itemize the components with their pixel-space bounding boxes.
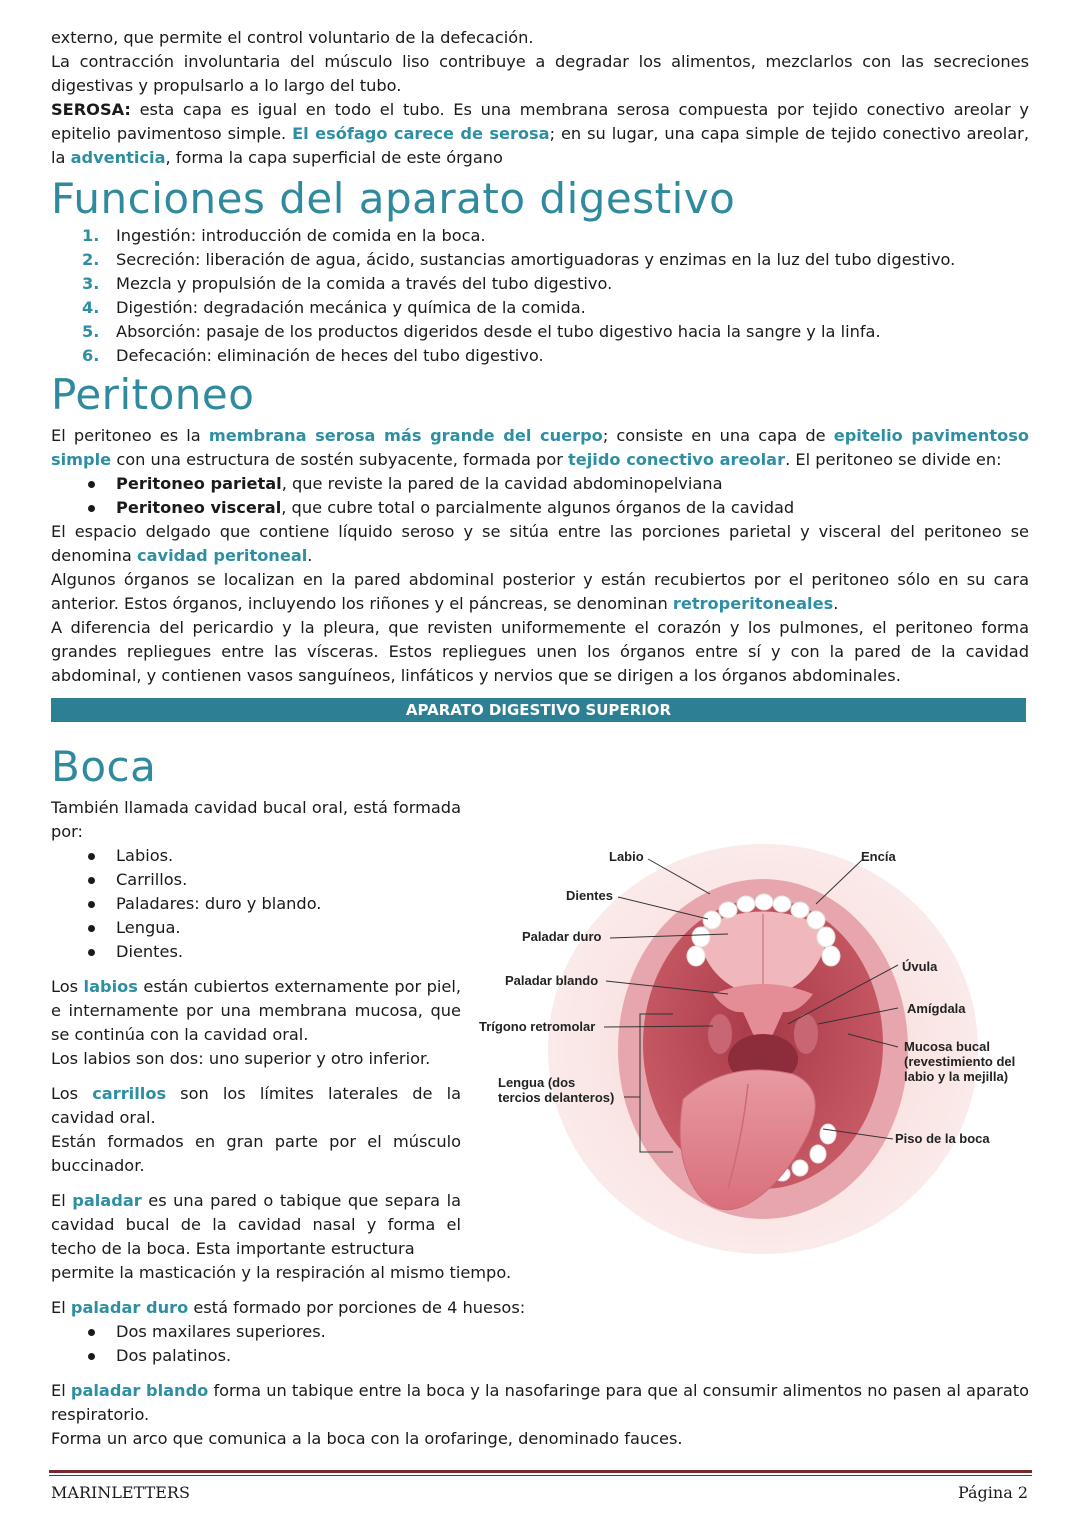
list-item: Dos palatinos. xyxy=(51,1344,1029,1368)
label-trigono: Trígono retromolar xyxy=(479,1019,596,1034)
highlight: membrana serosa más grande del cuerpo xyxy=(208,426,603,445)
label-mucosa-3: labio y la mejilla) xyxy=(904,1069,1009,1084)
label-labio: Labio xyxy=(609,849,644,864)
text-span: El peritoneo es la xyxy=(51,426,209,445)
text-span: Los xyxy=(51,977,84,996)
serosa-text-2: ; en su lugar, una capa simple de tejido conectivo areolar, la xyxy=(51,124,1029,167)
tooth xyxy=(692,927,710,947)
list-item: Dientes. xyxy=(51,940,461,964)
label-piso: Piso de la boca xyxy=(895,1131,990,1146)
text-span: El xyxy=(51,1191,73,1210)
label-lengua-2: tercios delanteros) xyxy=(498,1090,615,1105)
peritoneo-heading: Peritoneo xyxy=(51,370,255,419)
label-mucosa-2: (revestimiento del xyxy=(904,1054,1016,1069)
text-span: forma un tabique entre la boca y la nasofaringe para que al consumir alimentos no pasen al aparato respiratorio. xyxy=(51,1381,1030,1424)
list-text: , que reviste la pared de la cavidad abdominopelviana xyxy=(281,474,723,493)
text-span: Algunos órganos se localizan en la pared abdominal posterior y están recubiertos por el peritoneo sólo en su cara anterior. Estos órganos, incluyendo los riñones y el páncreas, se denominan xyxy=(51,570,1029,613)
list-text: Mezcla y propulsión de la comida a través del tubo digestivo. xyxy=(116,274,613,293)
tooth xyxy=(822,946,840,966)
highlight: tejido conectivo areolar xyxy=(568,450,786,469)
serosa-highlight-1: El esófago carece de serosa xyxy=(292,124,550,143)
text-span: son los límites laterales de la cavidad oral. xyxy=(51,1084,461,1127)
list-item: Dos maxilares superiores. xyxy=(51,1320,1029,1344)
tooth xyxy=(737,896,755,912)
list-item: Lengua. xyxy=(51,916,461,940)
list-number: 6. xyxy=(82,346,100,365)
highlight: paladar duro xyxy=(70,1298,189,1317)
peritoneo-list xyxy=(51,472,1029,520)
intro-paragraph: La contracción involuntaria del músculo liso contribuye a degradar los alimentos, mezclarlos con las secreciones digestivas y propulsarlo a lo largo del tubo. xyxy=(51,52,1029,95)
text-span: . xyxy=(307,546,313,565)
list-number: 2. xyxy=(82,250,100,269)
text-span: con una estructura de sostén subyacente, formada por xyxy=(111,450,569,469)
peritoneo-paragraph-3 xyxy=(51,568,1029,616)
list-number: 3. xyxy=(82,274,100,293)
label-encia: Encía xyxy=(861,849,896,864)
section-banner: APARATO DIGESTIVO SUPERIOR xyxy=(51,698,1026,722)
tooth xyxy=(807,911,825,929)
text-span: está formado por porciones de 4 huesos: xyxy=(188,1298,526,1317)
boca-parts-list xyxy=(51,844,461,964)
tooth xyxy=(773,896,791,912)
footer-rule-thin xyxy=(49,1475,1032,1476)
tooth xyxy=(703,911,721,929)
list-number: 5. xyxy=(82,322,100,341)
tooth xyxy=(810,1145,826,1163)
list-item xyxy=(51,224,1029,248)
label-amigdala: Amígdala xyxy=(907,1001,966,1016)
tonsil-right xyxy=(794,1014,818,1054)
label-paladar-blando: Paladar blando xyxy=(505,973,599,988)
text-span: Los xyxy=(51,1084,93,1103)
text-span: . xyxy=(833,594,839,613)
peritoneo-paragraph-4: A diferencia del pericardio y la pleura, que revisten uniformemente el corazón y los pulmones, el peritoneo forma grandes repliegues entre las vísceras. Estos repliegues unen los órganos entre sí y con la pared de la cavidad abdominal, y contienen vasos sanguíneos, linfáticos y nervios que se dirigen a los órganos abdominales. xyxy=(51,618,1029,685)
tooth xyxy=(792,1160,808,1176)
highlight: retroperitoneales xyxy=(672,594,834,613)
peritoneo-paragraph-1 xyxy=(51,424,1029,472)
text-span: El espacio delgado que contiene líquido seroso y se sitúa entre las porciones parietal y visceral del peritoneo se denomina xyxy=(51,522,1029,565)
label-dientes: Dientes xyxy=(566,888,613,903)
labios-paragraph xyxy=(51,975,461,1047)
footer-rule-thick xyxy=(49,1470,1032,1473)
serosa-label: SEROSA: xyxy=(51,100,131,119)
paladar-duro-list xyxy=(51,1320,1029,1368)
list-item xyxy=(51,496,1029,520)
text-span: es una pared o tabique que separa la cavidad bucal de la cavidad nasal y forma el techo de la boca. Esta importante estructura xyxy=(51,1191,461,1258)
highlight: cavidad peritoneal xyxy=(137,546,308,565)
footer-author: MARINLETTERS xyxy=(51,1483,190,1502)
text-span: están cubiertos externamente por piel, e internamente por una membrana mucosa, que se continúa con la cavidad oral. xyxy=(51,977,461,1044)
list-item xyxy=(51,296,1029,320)
boca-text-column xyxy=(51,796,461,1261)
label-lengua-1: Lengua (dos xyxy=(498,1075,576,1090)
list-number: 4. xyxy=(82,298,100,317)
label-paladar-duro: Paladar duro xyxy=(522,929,602,944)
tooth xyxy=(687,946,705,966)
mouth-diagram-svg xyxy=(428,834,1016,1244)
list-item xyxy=(51,272,1029,296)
highlight: carrillos xyxy=(92,1084,167,1103)
boca-heading: Boca xyxy=(51,742,157,791)
footer-page-number: Página 2 xyxy=(957,1483,1028,1502)
serosa-paragraph xyxy=(51,98,1029,170)
list-item: Paladares: duro y blando. xyxy=(51,892,461,916)
list-item xyxy=(51,472,1029,496)
bold-term: Peritoneo parietal xyxy=(116,474,282,493)
tooth xyxy=(791,902,809,918)
text-span: . El peritoneo se divide en: xyxy=(785,450,1002,469)
paladar-blando-note: Forma un arco que comunica a la boca con la orofaringe, denominado fauces. xyxy=(51,1429,683,1448)
list-text: Digestión: degradación mecánica y química de la comida. xyxy=(116,298,586,317)
paladar-continuation: permite la masticación y la respiración al mismo tiempo. xyxy=(51,1263,512,1282)
funciones-heading: Funciones del aparato digestivo xyxy=(51,174,736,223)
list-item xyxy=(51,320,1029,344)
label-uvula: Úvula xyxy=(902,959,938,974)
serosa-text-3: , forma la capa superficial de este órgano xyxy=(165,148,503,167)
text-span: El xyxy=(51,1381,71,1400)
paladar-duro-paragraph xyxy=(51,1296,1029,1320)
tooth xyxy=(719,902,737,918)
list-text: Ingestión: introducción de comida en la boca. xyxy=(116,226,486,245)
list-text: Absorción: pasaje de los productos digeridos desde el tubo digestivo hacia la sangre y la linfa. xyxy=(116,322,881,341)
list-number: 1. xyxy=(82,226,100,245)
carrillos-paragraph xyxy=(51,1082,461,1130)
boca-intro: También llamada cavidad bucal oral, está formada por: xyxy=(51,798,461,841)
carrillos-note: Están formados en gran parte por el músculo buccinador. xyxy=(51,1132,461,1175)
list-text: , que cubre total o parcialmente algunos órganos de la cavidad xyxy=(281,498,795,517)
list-item xyxy=(51,248,1029,272)
serosa-text-1: esta capa es igual en todo el tubo. Es una membrana serosa compuesta por tejido conectivo areolar y epitelio pavimentoso simple. xyxy=(51,100,1029,143)
paladar-paragraph xyxy=(51,1189,461,1261)
list-text: Defecación: eliminación de heces del tubo digestivo. xyxy=(116,346,544,365)
funciones-list xyxy=(51,224,1029,368)
text-span: ; consiste en una capa de xyxy=(602,426,834,445)
highlight: paladar blando xyxy=(70,1381,209,1400)
tooth xyxy=(820,1124,836,1144)
tonsil-left xyxy=(708,1014,732,1054)
peritoneo-paragraph-2 xyxy=(51,520,1029,568)
label-mucosa-1: Mucosa bucal xyxy=(904,1039,990,1054)
bold-term: Peritoneo visceral xyxy=(116,498,282,517)
intro-line: externo, que permite el control voluntario de la defecación. xyxy=(51,28,534,47)
highlight: paladar xyxy=(72,1191,142,1210)
tooth xyxy=(755,894,773,910)
mouth-illustration xyxy=(428,834,1016,1244)
list-item: Labios. xyxy=(51,844,461,868)
list-item: Carrillos. xyxy=(51,868,461,892)
list-item xyxy=(51,344,1029,368)
paladar-blando-paragraph xyxy=(51,1379,1029,1427)
text-span: El xyxy=(51,1298,71,1317)
highlight: labios xyxy=(83,977,138,996)
serosa-highlight-2: adventicia xyxy=(70,148,166,167)
labios-note: Los labios son dos: uno superior y otro inferior. xyxy=(51,1049,431,1068)
list-text: Secreción: liberación de agua, ácido, sustancias amortiguadoras y enzimas en la luz del tubo digestivo. xyxy=(116,250,956,269)
tooth xyxy=(817,927,835,947)
highlight: epitelio pavimentoso simple xyxy=(51,426,1029,469)
